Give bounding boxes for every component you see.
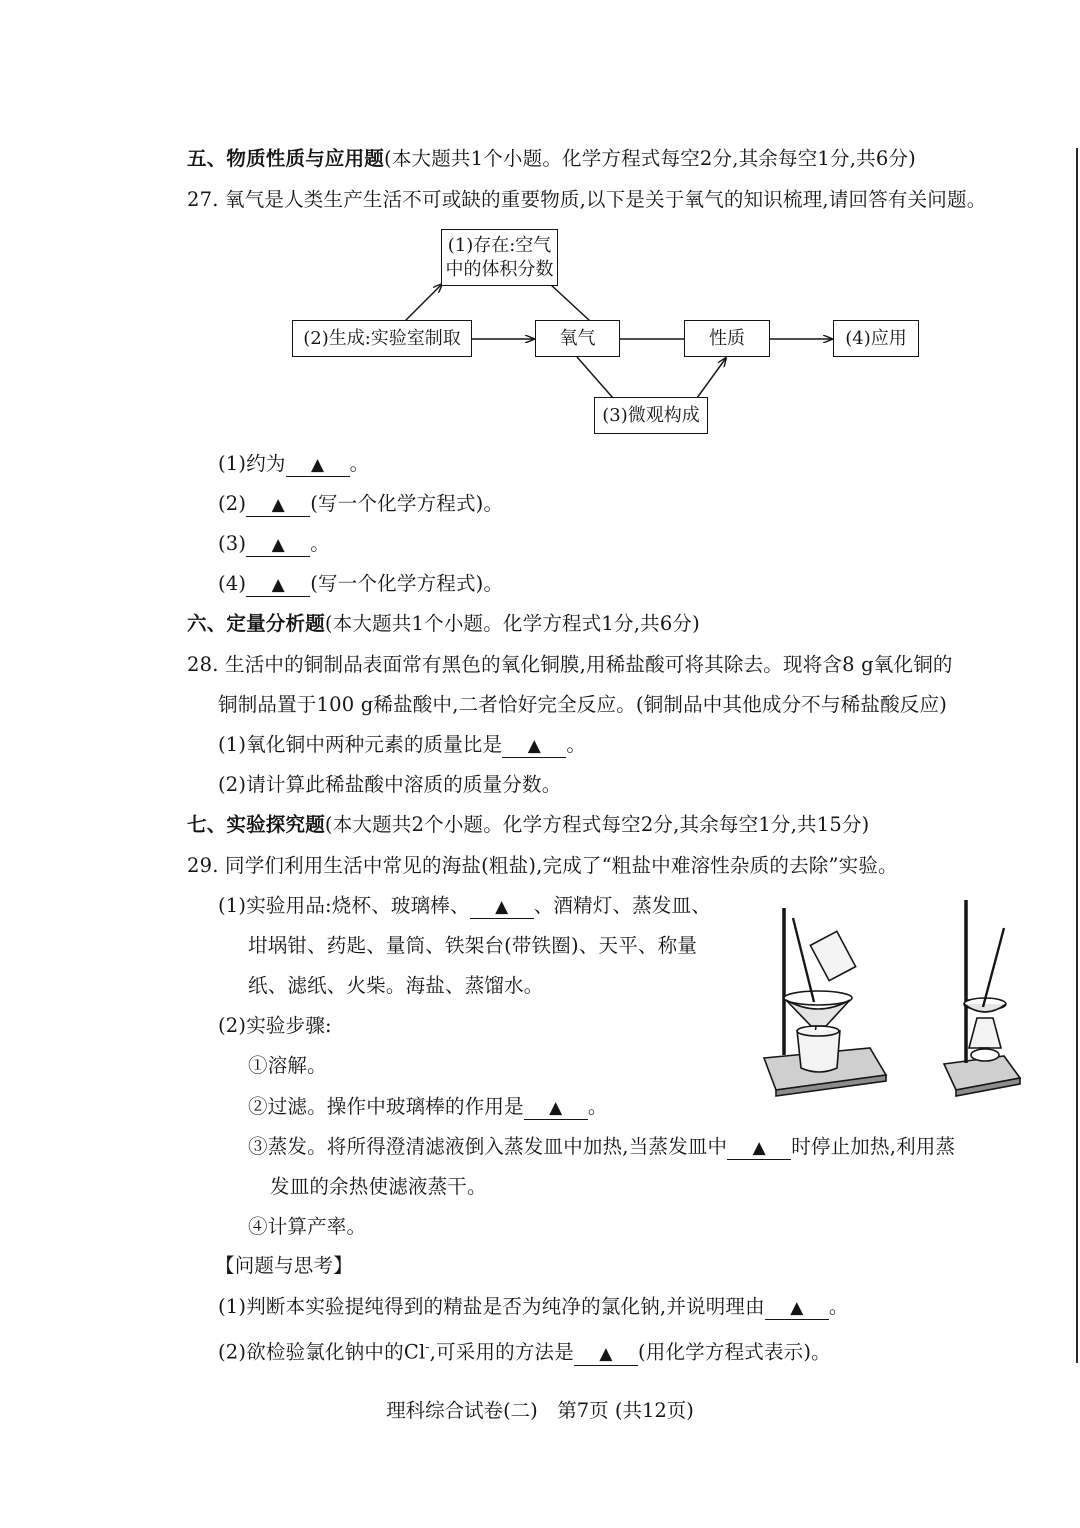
line-oxygen-to-micro bbox=[577, 357, 613, 398]
answer-blank[interactable] bbox=[727, 1136, 791, 1160]
q29-step2: ②过滤。操作中玻璃棒的作用是 ▲ 。 bbox=[248, 1095, 608, 1118]
diagram-box-existence bbox=[441, 229, 558, 286]
q29-step3-line1: ③蒸发。将所得澄清滤液倒入蒸发皿中加热,当蒸发皿中 ▲ 时停止加热,利用蒸 bbox=[248, 1135, 956, 1158]
answer-marker-triangle: ▲ bbox=[549, 1098, 563, 1118]
q27-part4: (4) ▲ (写一个化学方程式)。 bbox=[218, 572, 504, 595]
section-7-header: 七、实验探究题(本大题共2个小题。化学方程式每空2分,其余每空1分,共15分) bbox=[187, 813, 870, 836]
q29-materials-line1: (1)实验用品:烧杯、玻璃棒、 ▲ 、酒精灯、蒸发皿、 bbox=[218, 894, 712, 917]
q29-step1: ①溶解。 bbox=[248, 1054, 327, 1077]
evaporation-apparatus-illustration bbox=[944, 900, 1020, 1096]
section-note: (本大题共1个小题。化学方程式每空2分,其余每空1分,共6分) bbox=[384, 147, 916, 170]
answer-marker-triangle: ▲ bbox=[527, 736, 541, 756]
answer-blank[interactable] bbox=[246, 493, 310, 517]
answer-marker-triangle: ▲ bbox=[271, 575, 285, 595]
diagram-box-property: 性质 bbox=[684, 320, 770, 357]
answer-marker-triangle: ▲ bbox=[752, 1138, 766, 1158]
box-existence-line2: 中的体积分数 bbox=[445, 258, 554, 280]
q29-think1: (1)判断本实验提纯得到的精盐是否为纯净的氯化钠,并说明理由 ▲ 。 bbox=[218, 1295, 849, 1318]
answer-marker-triangle: ▲ bbox=[271, 495, 285, 515]
answer-blank[interactable] bbox=[502, 734, 566, 758]
answer-blank[interactable] bbox=[246, 533, 310, 557]
q28-part1: (1)氧化铜中两种元素的质量比是 ▲ 。 bbox=[218, 733, 587, 756]
question-29-stem: 29. 同学们利用生活中常见的海盐(粗盐),完成了“粗盐中难溶性杂质的去除”实验。 bbox=[187, 854, 898, 877]
question-28-line1: 28. 生活中的铜制品表面常有黑色的氧化铜膜,用稀盐酸可将其除去。现将含8 g氧化铜的 bbox=[187, 653, 953, 676]
answer-blank[interactable] bbox=[470, 895, 534, 919]
q29-materials-line2: 坩埚钳、药匙、量筒、铁架台(带铁圈)、天平、称量 bbox=[248, 934, 698, 957]
answer-marker-triangle: ▲ bbox=[790, 1298, 804, 1318]
question-28-line2: 铜制品置于100 g稀盐酸中,二者恰好完全反应。(铜制品中其他成分不与稀盐酸反应) bbox=[218, 693, 948, 716]
q29-materials-line3: 纸、滤纸、火柴。海盐、蒸馏水。 bbox=[248, 974, 544, 997]
q29-step3-line2: 发皿的余热使滤液蒸干。 bbox=[270, 1175, 487, 1198]
arrow-micro-to-property bbox=[697, 358, 726, 398]
section-6-header: 六、定量分析题(本大题共1个小题。化学方程式1分,共6分) bbox=[187, 612, 700, 635]
q29-think-heading: 【问题与思考】 bbox=[215, 1254, 353, 1277]
answer-blank[interactable] bbox=[574, 1342, 638, 1366]
answer-marker-triangle: ▲ bbox=[271, 535, 285, 555]
q27-part1-text: (1)约为 bbox=[218, 452, 286, 475]
answer-blank[interactable] bbox=[286, 453, 350, 477]
q27-part1: (1)约为 ▲ 。 bbox=[218, 452, 370, 475]
section-heading: 五、物质性质与应用题 bbox=[187, 147, 385, 170]
answer-marker-triangle: ▲ bbox=[599, 1343, 613, 1364]
filtration-apparatus-illustration bbox=[764, 908, 886, 1096]
page-footer: 理科综合试卷(二) 第7页 (共12页) bbox=[386, 1399, 694, 1422]
diagram-box-oxygen: 氧气 bbox=[535, 320, 620, 357]
q29-step4: ④计算产率。 bbox=[248, 1215, 367, 1238]
answer-marker-triangle: ▲ bbox=[495, 897, 509, 917]
answer-blank[interactable] bbox=[246, 573, 310, 597]
q27-part3: (3) ▲ 。 bbox=[218, 532, 330, 555]
diagram-box-application: (4)应用 bbox=[833, 320, 919, 357]
q27-part2: (2) ▲ (写一个化学方程式)。 bbox=[218, 492, 504, 515]
line-existence-to-oxygen bbox=[550, 284, 590, 321]
q28-part2: (2)请计算此稀盐酸中溶质的质量分数。 bbox=[218, 773, 562, 796]
diagram-box-generation: (2)生成:实验室制取 bbox=[292, 320, 472, 357]
answer-blank[interactable] bbox=[524, 1096, 588, 1120]
arrow-generation-to-existence bbox=[405, 284, 442, 321]
box-existence-line1: (1)存在:空气 bbox=[447, 234, 552, 256]
answer-marker-triangle: ▲ bbox=[310, 455, 325, 475]
answer-blank[interactable] bbox=[765, 1296, 829, 1320]
question-27-stem: 27. 氧气是人类生产生活不可或缺的重要物质,以下是关于氧气的知识梳理,请回答有关问题。 bbox=[187, 188, 987, 211]
diagram-box-micro: (3)微观构成 bbox=[594, 397, 708, 434]
q29-steps-heading: (2)实验步骤: bbox=[218, 1014, 332, 1037]
q29-think2: (2)欲检验氯化钠中的Cl-,可采用的方法是 ▲ (用化学方程式表示)。 bbox=[218, 1340, 831, 1364]
